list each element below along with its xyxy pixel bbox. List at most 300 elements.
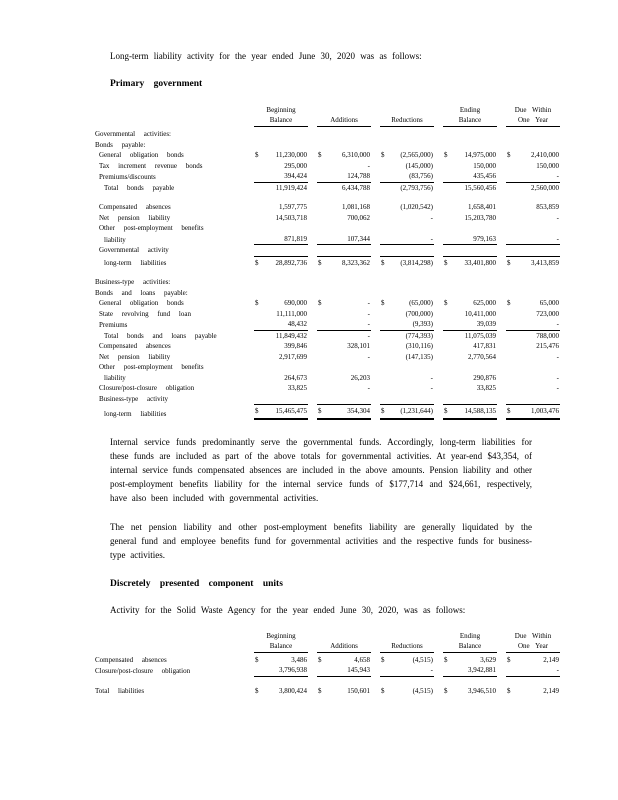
cell-value: 33,825 [476,384,496,392]
cell-value: 3,486 [291,655,307,664]
column-header-line2: Balance [269,641,293,650]
table-cell [317,213,371,224]
table-cell [317,202,371,213]
table-row [95,373,568,384]
cell-value: - [367,320,370,328]
currency-symbol: $ [381,686,385,695]
table-cell [254,331,308,342]
row-label: Other post-employment benefits [99,224,204,232]
table-cell [380,394,434,405]
cell-value: (1,020,542) [400,203,433,211]
table-cell [254,373,308,384]
currency-symbol: $ [255,258,259,267]
table-cell [317,223,371,234]
row-label: Other post-employment benefits [99,363,204,371]
table-cell [380,331,434,342]
net-pension-paragraph: The net pension liability and other post-employment benefits liability are generally liquidated by the general fund and employee benefits fund for governmental activities and the respective funds for business-type activities. [110,521,532,560]
cell-value: 295,000 [284,161,307,170]
cell-value: 1,003,476 [531,407,559,415]
cell-value: - [430,384,433,392]
cell-value: 417,831 [473,342,496,350]
table-cell [443,161,497,172]
table-cell [506,383,560,394]
cell-value: (83,756) [409,172,433,180]
table-row [95,150,568,161]
cell-value: 215,476 [536,342,559,350]
table-cell [254,341,308,352]
row-label: Compensated absences [99,203,171,211]
table-cell [254,288,308,299]
table-cell [380,288,434,299]
cell-value: 15,560,456 [464,183,496,192]
cell-value: 871,819 [284,234,307,243]
table-cell [380,223,434,234]
table-cell [380,150,434,161]
cell-value: 14,975,000 [464,151,496,159]
table-cell [443,140,497,151]
currency-symbol: $ [444,151,448,159]
table-cell [254,309,308,320]
table-row [95,213,568,224]
cell-value: 394,424 [284,172,307,180]
column-header-line2: Additions [330,116,358,124]
cell-value: 26,203 [350,373,370,382]
table-cell [317,183,371,194]
table-cell [506,161,560,172]
primary-government-heading: Primary government [110,79,203,89]
cell-value: 11,075,039 [464,331,496,340]
table-cell [254,394,308,405]
currency-symbol: $ [444,686,448,695]
table-cell [317,352,371,363]
table-cell [380,161,434,172]
cell-value: 11,919,424 [275,183,307,192]
table-cell [380,213,434,224]
cell-value: 3,800,424 [279,686,307,695]
cell-value: (2,565,000) [400,151,433,159]
table-cell [317,256,371,269]
cell-value: 788,000 [536,331,559,340]
table-cell [317,245,371,256]
table-cell [443,331,497,342]
column-header-line2: Reductions [391,116,423,124]
cell-value: 39,039 [476,320,496,328]
table-cell [506,213,560,224]
solid-waste-activity-text: Activity for the Solid Waste Agency for the year ended June 30, 2020, was as follows: [110,604,466,615]
cell-value: (147,135) [405,352,433,361]
table-cell [506,341,560,352]
table-row [95,319,568,331]
table-cell [506,655,560,666]
table-cell [254,277,308,288]
table-cell [506,362,560,373]
cell-value: 853,859 [536,203,559,211]
row-label: liability [104,373,126,382]
table-cell [254,245,308,256]
table-cell [254,213,308,224]
table-row [95,288,568,299]
column-header [380,631,434,653]
column-header-line2: Reductions [391,641,423,650]
cell-value: 14,588,135 [464,407,496,415]
cell-value: - [430,666,433,674]
table-row [95,183,568,194]
table-cell [506,352,560,363]
currency-symbol: $ [507,258,511,267]
cell-value: 150,000 [473,161,496,170]
currency-symbol: $ [507,151,511,159]
table-cell [506,183,560,194]
cell-value: 2,560,000 [531,183,559,192]
column-header [254,105,308,127]
cell-value: - [367,352,370,361]
row-label: Total liabilities [95,686,145,695]
column-header [506,631,560,653]
column-header [317,105,371,127]
table-cell [443,129,497,140]
row-label: Tax increment revenue bonds [99,161,203,170]
cell-value: - [430,234,433,243]
row-label: General obligation bonds [99,299,184,307]
row-label: Closure/post-closure obligation [99,384,195,392]
cell-value: 15,465,475 [275,407,307,415]
currency-symbol: $ [507,299,511,307]
currency-symbol: $ [318,686,322,695]
table-cell [443,245,497,256]
table-cell [380,373,434,384]
table-cell [380,171,434,183]
cell-value: 2,770,564 [468,352,496,361]
table-cell [317,373,371,384]
table-cell [380,319,434,331]
column-header-line2: Additions [330,641,358,650]
cell-value: - [556,213,559,222]
table-cell [506,319,560,331]
table-row [95,331,568,342]
table-cell [380,234,434,246]
currency-symbol: $ [381,407,385,415]
cell-value: 124,788 [347,172,370,180]
table-row [95,245,568,256]
table-spacer [95,193,568,202]
table-cell [254,352,308,363]
cell-value: - [367,299,370,307]
cell-value: - [367,161,370,170]
table-cell [317,150,371,161]
table-cell [506,665,560,677]
currency-symbol: $ [444,299,448,307]
cell-value: 3,413,859 [531,258,559,267]
cell-value: 979,163 [473,234,496,243]
table-spacer [95,268,568,277]
table-cell [317,171,371,183]
row-label: Compensated absences [95,655,167,664]
table-cell [380,686,434,697]
currency-symbol: $ [507,655,511,664]
cell-value: (9,393) [412,320,433,328]
table-cell [506,202,560,213]
internal-service-paragraph: Internal service funds predominantly serve the governmental funds. Accordingly, long-term liabilities for these funds are included as part of the above totals for governmental activities. At year-end $43,354, of internal service funds compensated absences are included in the above amounts. Pension liability and other post-employment benefits liability for the internal service funds of $177,714 and $24,661, respectively, have also been included with governmental activities. [110,436,532,503]
table-cell [506,288,560,299]
currency-symbol: $ [255,686,259,695]
row-label: long-term liabilities [104,410,167,418]
table-cell [443,288,497,299]
cell-value: 3,629 [480,655,496,664]
primary-government-table [95,105,568,420]
table-cell [443,655,497,666]
column-header-line1 [381,631,433,641]
cell-value: 1,081,168 [342,203,370,211]
table-cell [254,665,308,677]
table-cell [506,373,560,384]
table-row [95,129,568,140]
table-cell [317,362,371,373]
table-row [95,404,568,420]
column-header-line2: Balance [269,116,293,124]
table-cell [506,298,560,309]
cell-value: 11,849,432 [275,331,307,340]
solid-waste-agency-table [95,631,568,697]
table-cell [254,140,308,151]
column-header-line1 [381,105,433,115]
cell-value: - [556,172,559,180]
table-cell [506,394,560,405]
column-header-line1 [318,631,370,641]
table-cell [380,383,434,394]
cell-value: (1,231,644) [400,407,433,415]
cell-value: 107,344 [347,234,370,243]
row-label: Governmental activities: [95,130,172,138]
currency-symbol: $ [318,407,322,415]
table-cell [380,140,434,151]
currency-symbol: $ [318,151,322,159]
cell-value: 11,111,000 [276,309,307,318]
currency-symbol: $ [255,655,259,664]
cell-value: 3,942,881 [468,666,496,674]
cell-value: (3,814,298) [400,258,433,267]
cell-value: 625,000 [473,299,496,307]
table-cell [380,277,434,288]
cell-value: - [556,384,559,392]
table-cell [443,341,497,352]
row-label: Net pension liability [99,213,171,222]
table-cell [317,331,371,342]
row-label: Net pension liability [99,352,171,361]
row-label: Premiums [99,321,128,329]
table-cell [254,383,308,394]
cell-value: 6,434,788 [342,183,370,192]
table-row [95,394,568,405]
table-cell [317,298,371,309]
table-header-row [95,105,568,127]
cell-value: 2,410,000 [531,151,559,159]
row-label: General obligation bonds [99,151,184,159]
table-cell [506,331,560,342]
table-row [95,341,568,352]
cell-value: 700,062 [347,213,370,222]
table-row [95,234,568,246]
table-row [95,223,568,234]
row-label: Governmental activity [99,246,169,254]
cell-value: 48,432 [287,320,307,328]
table-cell [443,202,497,213]
table-cell [254,161,308,172]
cell-value: - [556,234,559,243]
table-cell [254,256,308,269]
currency-symbol: $ [507,686,511,695]
table-cell [380,352,434,363]
currency-symbol: $ [381,655,385,664]
table-row [95,161,568,172]
table-cell [317,319,371,331]
table-cell [506,245,560,256]
row-label: liability [104,235,126,244]
table-row [95,383,568,394]
cell-value: 2,149 [543,655,559,664]
row-label: Closure/post-closure obligation [95,667,191,675]
cell-value: 399,846 [284,342,307,350]
table-row [95,655,568,666]
cell-value: (310,116) [405,342,433,350]
cell-value: 8,323,362 [342,258,370,267]
table-cell [254,686,308,697]
table-cell [317,161,371,172]
currency-symbol: $ [318,258,322,267]
table-cell [254,171,308,183]
table-header-row [95,631,568,653]
row-label: long-term liabilities [104,258,167,267]
table-cell [506,404,560,420]
table-cell [506,171,560,183]
table-cell [317,277,371,288]
cell-value: 1,658,401 [468,203,496,211]
row-label: Business-type activity [99,394,169,403]
table-cell [506,686,560,697]
discrete-component-units-heading: Discretely presented component units [110,578,283,589]
cell-value: - [556,373,559,382]
currency-symbol: $ [444,407,448,415]
cell-value: (65,000) [409,299,433,307]
cell-value: 4,658 [354,655,370,664]
column-header-line2: One Year [517,641,549,650]
table-cell [506,277,560,288]
currency-symbol: $ [381,258,385,267]
row-label: Bonds and loans payable: [95,288,188,297]
column-header-line1 [318,105,370,115]
column-header-line1: Ending [459,631,481,640]
table-cell [443,213,497,224]
table-cell [443,665,497,677]
cell-value: (2,793,756) [400,183,433,192]
currency-symbol: $ [318,299,322,307]
table-cell [317,665,371,677]
cell-value: - [367,331,370,340]
table-cell [317,309,371,320]
table-cell [254,150,308,161]
cell-value: 145,943 [347,666,370,674]
table-cell [317,129,371,140]
currency-symbol: $ [444,655,448,664]
table-cell [506,129,560,140]
row-label: Bonds payable: [95,140,146,149]
table-cell [254,655,308,666]
cell-value: - [430,213,433,222]
table-cell [254,362,308,373]
currency-symbol: $ [255,299,259,307]
cell-value: 33,825 [287,384,307,392]
cell-value: 15,203,780 [464,213,496,222]
cell-value: (4,515) [412,686,433,695]
currency-symbol: $ [255,407,259,415]
cell-value: (145,000) [405,161,433,170]
column-header [254,631,308,653]
table-row [95,298,568,309]
table-cell [254,404,308,420]
cell-value: - [556,320,559,328]
cell-value: 14,503,718 [275,213,307,222]
cell-value: 354,304 [347,407,370,415]
table-cell [443,183,497,194]
table-cell [380,655,434,666]
cell-value: - [430,373,433,382]
currency-symbol: $ [381,299,385,307]
table-cell [443,234,497,246]
table-row [95,362,568,373]
table-cell [443,373,497,384]
currency-symbol: $ [255,151,259,159]
row-label: State revolving fund loan [99,309,191,318]
intro-text: Long-term liability activity for the year ended June 30, 2020 was as follows: [110,51,422,61]
table-cell [254,183,308,194]
column-header [506,105,560,127]
table-cell [443,362,497,373]
cell-value: 690,000 [284,299,307,307]
column-header-line2: Balance [458,116,482,124]
cell-value: 11,230,000 [275,151,307,159]
table-cell [443,277,497,288]
table-row [95,352,568,363]
table-cell [443,394,497,405]
cell-value: (774,393) [405,331,433,340]
row-label: Total bonds and loans payable [104,331,217,340]
table-cell [317,341,371,352]
column-header-line1: Due Within [514,106,552,114]
column-header [443,631,497,653]
cell-value: 328,101 [347,342,370,350]
cell-value: 28,892,736 [275,258,307,267]
table-cell [443,150,497,161]
table-cell [506,309,560,320]
table-cell [317,394,371,405]
table-row [95,202,568,213]
cell-value: 1,597,775 [279,203,307,211]
currency-symbol: $ [507,407,511,415]
column-header-line1: Due Within [514,631,552,640]
cell-value: - [367,309,370,318]
row-label: Compensated absences [99,342,171,350]
cell-value: - [367,384,370,392]
cell-value: 435,456 [473,172,496,180]
table-cell [317,288,371,299]
table-cell [380,183,434,194]
table-cell [380,202,434,213]
cell-value: 723,000 [536,309,559,318]
cell-value: 2,917,699 [279,352,307,361]
table-cell [443,298,497,309]
column-header-line1: Beginning [266,631,296,640]
cell-value: 65,000 [539,299,559,307]
table-row [95,256,568,269]
